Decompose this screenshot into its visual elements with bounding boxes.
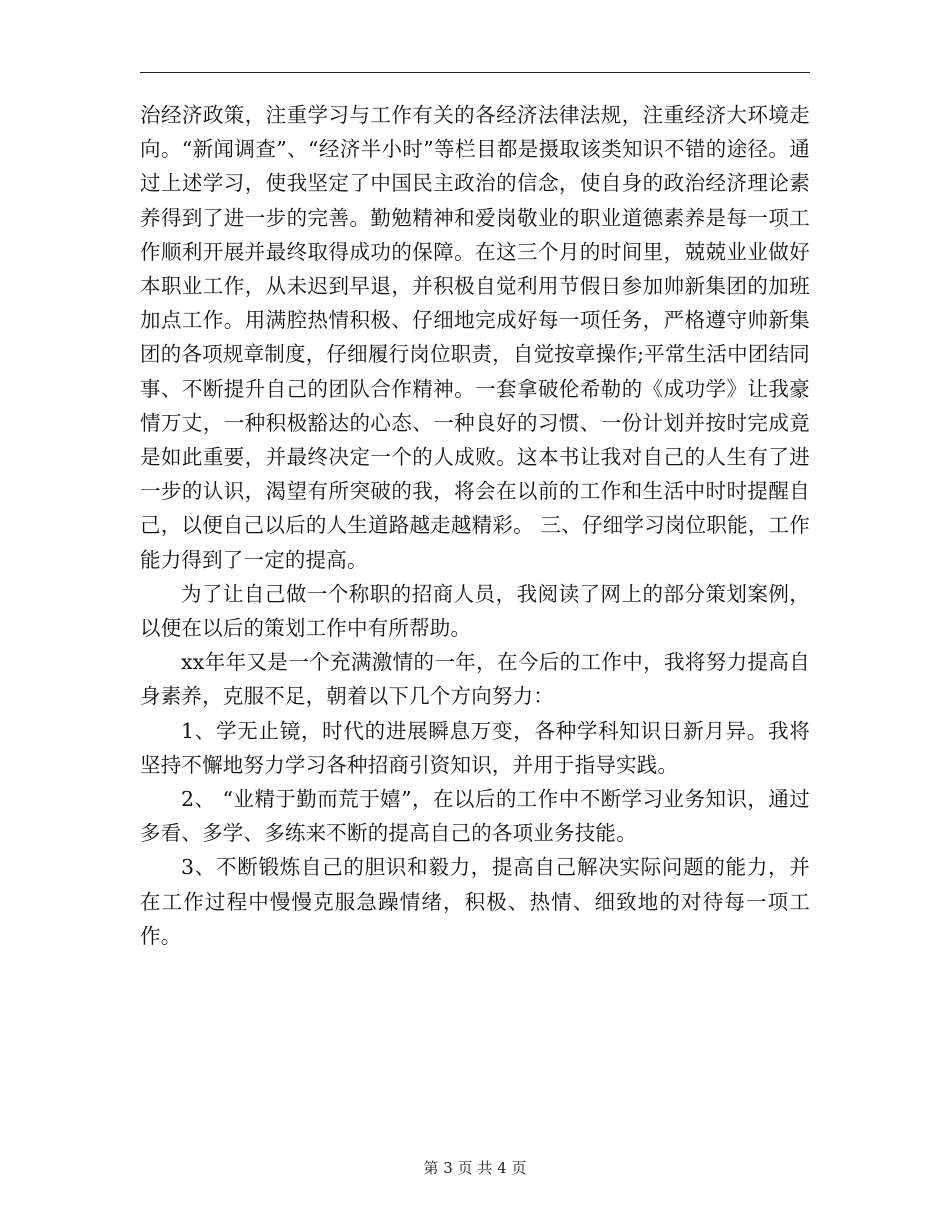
header-rule <box>140 72 810 73</box>
body-paragraph: 治经济政策，注重学习与工作有关的各经济法律法规，注重经济大环境走向。“新闻调查”、“经济半小时”等栏目都是摄取该类知识不错的途径。通过上述学习，使我坚定了中国民主政治的信念，使自身的政治经济理论素养得到了进一步的完善。勤勉精神和爱岗敬业的职业道德素养是每一项工作顺利开展并最终取得成功的保障。在这三个月的时间里，兢兢业业做好本职业工作，从未迟到早退，并积极自觉利用节假日参加帅新集团的加班加点工作。用满腔热情积极、仔细地完成好每一项任务，严格遵守帅新集团的各项规章制度，仔细履行岗位职责，自觉按章操作;平常生活中团结同事、不断提升自己的团队合作精神。一套拿破伦希勒的《成功学》让我豪情万丈，一种积极豁达的心态、一种良好的习惯、一份计划并按时完成竟是如此重要，并最终决定一个的人成败。这本书让我对自己的人生有了进一步的认识，渴望有所突破的我，将会在以前的工作和生活中时时提醒自己，以便自己以后的人生道路越走越精彩。 三、仔细学习岗位职能，工作能力得到了一定的提高。 <box>140 103 810 572</box>
document-body <box>140 98 810 953</box>
list-item: 3、不断锻炼自己的胆识和毅力，提高自己解决实际问题的能力，并在工作过程中慢慢克服急躁情绪，积极、热情、细致地的对待每一项工作。 <box>140 855 810 948</box>
list-item: 2、 “业精于勤而荒于嬉”，在以后的工作中不断学习业务知识，通过多看、多学、多练来不断的提高自己的各项业务技能。 <box>140 787 810 846</box>
page-number: 第 3 页 共 4 页 <box>423 1159 527 1177</box>
body-paragraph: xx年年又是一个充满激情的一年，在今后的工作中，我将努力提高自身素养，克服不足，朝着以下几个方向努力： <box>140 650 810 709</box>
body-paragraph: 为了让自己做一个称职的招商人员，我阅读了网上的部分策划案例，以便在以后的策划工作中有所帮助。 <box>140 581 810 641</box>
list-item: 1、学无止镜，时代的进展瞬息万变，各种学科知识日新月异。我将坚持不懈地努力学习各种招商引资知识，并用于指导实践。 <box>140 718 810 777</box>
